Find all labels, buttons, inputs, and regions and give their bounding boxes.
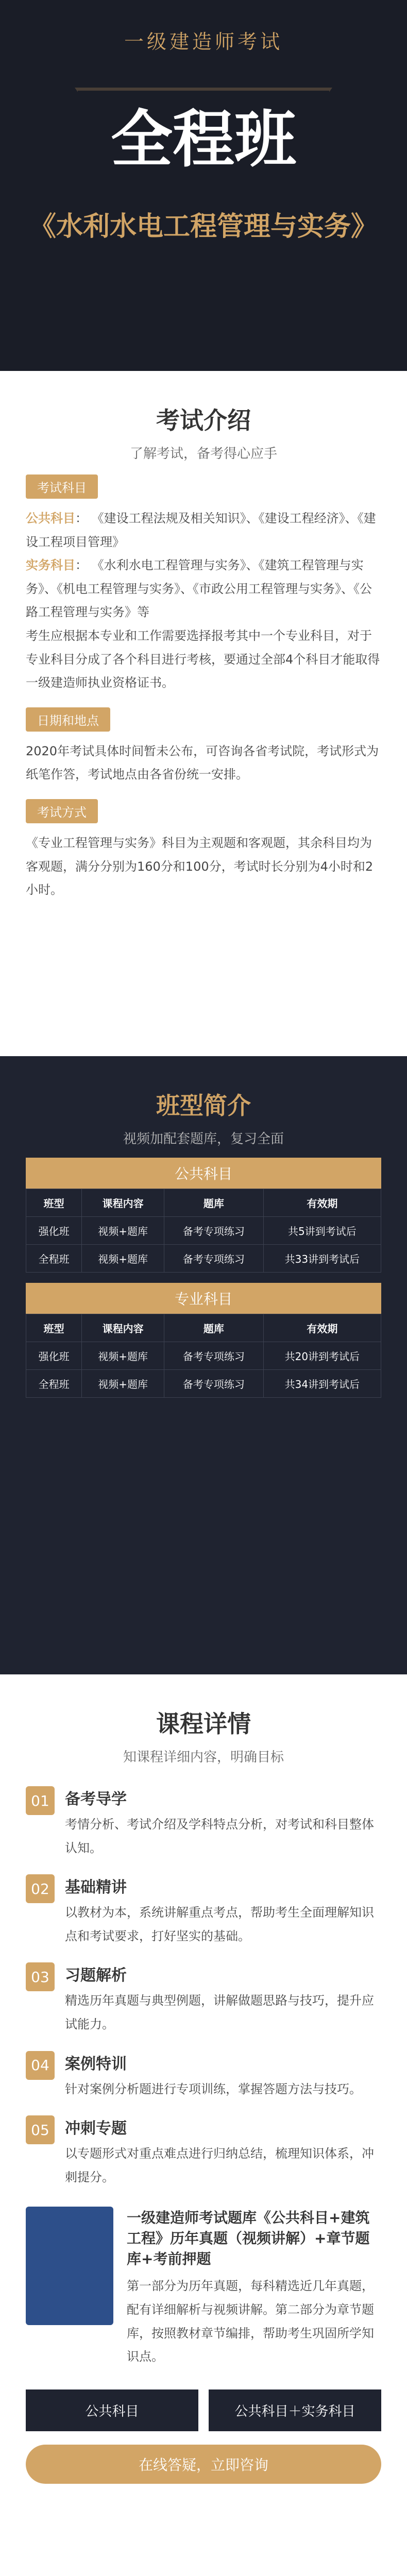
cell-lib: 备考专项练习 <box>164 1370 264 1398</box>
subjects-label: 考试科目 <box>26 474 98 499</box>
package-pro[interactable]: 公共科目＋实务科目 <box>209 2389 381 2431</box>
book-title: 一级建造师考试题库《公共科目+建筑工程》历年真题（视频讲解）+章节题库+考前押题 <box>127 2209 370 2268</box>
details-sub: 知课程详细内容，明确目标 <box>123 1750 284 1765</box>
hero-topic: 《水利水电工程管理与实务》 <box>29 211 378 242</box>
col-content: 课程内容 <box>82 1189 164 1217</box>
public-bar: 公共科目 <box>26 1158 381 1189</box>
stage-title: 案例特训 <box>65 2055 127 2073</box>
hero-subtitle: 一级建造师考试 <box>124 30 283 53</box>
intro-sub: 了解考试，备考得心应手 <box>129 446 277 462</box>
date-text: 2020年考试具体时间暂未公布，可咨询各省考试院，考试形式为纸笔作答，考试地点由各省份统一安排。 <box>26 743 379 782</box>
table-row <box>26 1217 381 1245</box>
table-header <box>26 1189 381 1217</box>
subject-pro-text: 《水利水电工程管理与实务》、《建筑工程管理与实务》、《机电工程管理与实务》、《市政公用工程管理与实务》、《公路工程管理与实务》等 <box>26 558 372 620</box>
stage-title: 基础精讲 <box>65 1878 127 1897</box>
cell-lib: 备考专项练习 <box>164 1245 264 1273</box>
subject-public-label: 公共科目 <box>26 511 75 526</box>
consult-button[interactable]: 在线答疑，立即咨询 <box>26 2445 381 2484</box>
cell-type: 强化班 <box>26 1217 82 1245</box>
package-row <box>26 2389 381 2431</box>
stage-text: 以专题形式对重点难点进行归纳总结，梳理知识体系，冲刺提分。 <box>65 2146 374 2184</box>
table-row <box>26 1245 381 1273</box>
date-label: 日期和地点 <box>26 707 110 732</box>
cell-type: 强化班 <box>26 1342 82 1370</box>
stage-number: 01 <box>26 1786 55 1815</box>
intro-heading: 考试介绍 <box>156 406 251 434</box>
stage-number: 02 <box>26 1874 55 1903</box>
stage-text: 针对案例分析题进行专项训练，掌握答题方法与技巧。 <box>65 2081 362 2096</box>
pro-table <box>26 1314 381 1398</box>
book-cover <box>26 2207 113 2325</box>
table-header <box>26 1314 381 1342</box>
col-valid: 有效期 <box>263 1189 381 1217</box>
subject-public-text: 《建设工程法规及相关知识》、《建设工程经济》、《建设工程项目管理》 <box>26 511 376 549</box>
stage-number: 05 <box>26 2115 55 2144</box>
book-text: 第一部分为历年真题，每科精选近几年真题，配有详细解析与视频讲解。第二部分为章节题库，按照教材章节编排，帮助考生巩固所学知识点。 <box>127 2279 374 2364</box>
stage-title: 冲刺专题 <box>65 2120 127 2138</box>
cell-valid: 共34讲到考试后 <box>263 1370 381 1398</box>
form-label: 考试方式 <box>26 799 98 823</box>
stage-item <box>26 2115 381 2189</box>
class-types <box>0 1056 407 1674</box>
stage-item <box>26 1962 381 2036</box>
classes-heading: 班型简介 <box>156 1092 251 1120</box>
cell-type: 全程班 <box>26 1245 82 1273</box>
classes-sub: 视频加配套题库，复习全面 <box>123 1131 284 1147</box>
stage-text: 考情分析、考试介绍及学科特点分析，对考试和科目整体认知。 <box>65 1817 374 1855</box>
cell-valid: 共33讲到考试后 <box>263 1245 381 1273</box>
cell-valid: 共5讲到考试后 <box>263 1217 381 1245</box>
cell-content: 视频+题库 <box>82 1370 164 1398</box>
details-heading: 课程详情 <box>156 1710 251 1738</box>
cell-lib: 备考专项练习 <box>164 1217 264 1245</box>
stage-number: 04 <box>26 2051 55 2080</box>
subject-public: 公共科目： 《建设工程法规及相关知识》、《建设工程经济》、《建设工程项目管理》 <box>26 511 376 549</box>
cell-content: 视频+题库 <box>82 1217 164 1245</box>
cell-type: 全程班 <box>26 1370 82 1398</box>
form-text: 《专业工程管理与实务》科目为主观题和客观题，其余科目均为客观题，满分分别为160分和100分，考试时长分别为4小时和2小时。 <box>26 835 374 897</box>
subject-pro: 实务科目： 《水利水电工程管理与实务》、《建筑工程管理与实务》、《机电工程管理与实务》、《市政公用工程管理与实务》、《公路工程管理与实务》等 <box>26 558 372 620</box>
exam-intro <box>0 371 407 1056</box>
stage-item <box>26 1874 381 1948</box>
cell-content: 视频+题库 <box>82 1245 164 1273</box>
cell-content: 视频+题库 <box>82 1342 164 1370</box>
stage-number: 03 <box>26 1962 55 1991</box>
subject-pro-label: 实务科目 <box>26 558 75 573</box>
public-table <box>26 1189 381 1273</box>
stage-item <box>26 1786 381 1860</box>
col-content: 课程内容 <box>82 1314 164 1342</box>
pro-bar: 专业科目 <box>26 1283 381 1314</box>
col-type: 班型 <box>26 1314 82 1342</box>
book-card[interactable] <box>26 2207 381 2368</box>
hero-title: 全程班 <box>111 104 296 176</box>
stage-title: 习题解析 <box>65 1967 127 1985</box>
col-type: 班型 <box>26 1189 82 1217</box>
col-lib: 题库 <box>164 1189 264 1217</box>
package-public[interactable]: 公共科目 <box>26 2389 198 2431</box>
stage-text: 以教材为本，系统讲解重点考点，帮助考生全面理解知识点和考试要求，打好坚实的基础。 <box>65 1905 374 1943</box>
cell-valid: 共20讲到考试后 <box>263 1342 381 1370</box>
stage-title: 备考导学 <box>65 1790 127 1808</box>
subjects-note: 考生应根据本专业和工作需要选择报考其中一个专业科目，对于专业科目分成了各个科目进行考核，要通过全部4个科目才能取得一级建造师执业资格证书。 <box>26 628 380 690</box>
hero <box>0 0 407 371</box>
cell-lib: 备考专项练习 <box>164 1342 264 1370</box>
stage-item <box>26 2051 381 2102</box>
table-row <box>26 1342 381 1370</box>
col-valid: 有效期 <box>263 1314 381 1342</box>
course-details <box>0 1674 407 2576</box>
col-lib: 题库 <box>164 1314 264 1342</box>
hero-frame <box>75 88 332 273</box>
table-row <box>26 1370 381 1398</box>
stage-text: 精选历年真题与典型例题，讲解做题思路与技巧，提升应试能力。 <box>65 1993 374 2031</box>
